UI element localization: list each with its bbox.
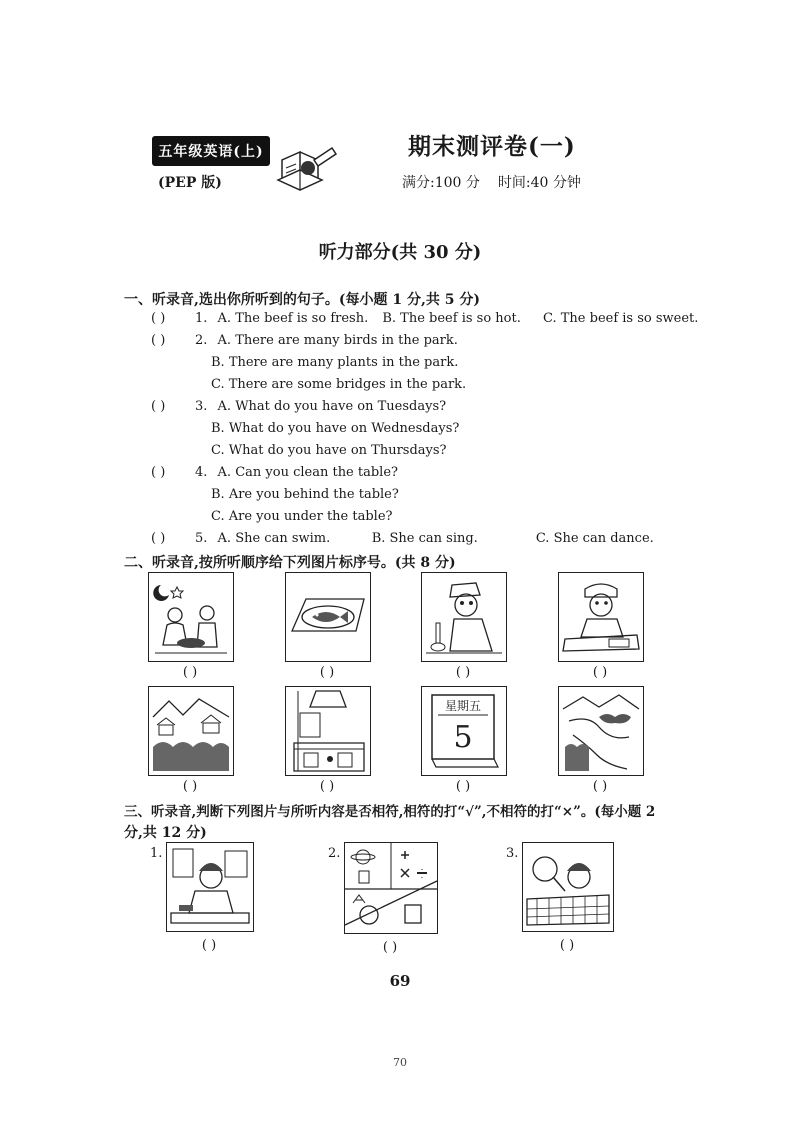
picture-girl-reading (166, 842, 254, 932)
book-icon (272, 140, 342, 192)
exam-meta (402, 172, 581, 192)
q4-option-a: A. Can you clean the table? (217, 465, 399, 480)
scan-page-number: 70 (393, 1056, 407, 1069)
page-number: 69 (389, 972, 411, 990)
picture-boy-science (421, 572, 507, 662)
q5-option-b: B. She can sing. (371, 531, 478, 546)
question-2: ( ) 2. A. There are many birds in the park. (151, 333, 458, 348)
part3-heading-line1: 三、听录音,判断下列图片与所听内容是否相符,相符的打“√”,不相符的打“×”。(每小题 2 (124, 804, 656, 820)
picture-river-nature (558, 686, 644, 776)
answer-blank: ( ) (319, 779, 335, 794)
picture-girl-badminton (522, 842, 614, 932)
page-title: 期末测评卷(一) (408, 133, 576, 160)
picture-school-subjects (344, 842, 438, 934)
q5-option-c: C. She can dance. (535, 531, 654, 546)
part3-label-2: 2. (328, 846, 341, 861)
answer-blank: ( ) (182, 779, 198, 794)
question-3: ( ) 3. A. What do you have on Tuesdays? (151, 399, 447, 414)
q3-option-b: B. What do you have on Wednesdays? (211, 421, 460, 436)
q3-option-c: C. What do you have on Thursdays? (211, 443, 447, 458)
q4-option-c: C. Are you under the table? (211, 509, 393, 524)
part1-heading: 一、听录音,选出你所听到的句子。(每小题 1 分,共 5 分) (124, 292, 480, 308)
edition-label: (PEP 版) (158, 175, 222, 191)
answer-blank: ( ) (592, 665, 608, 680)
question-1: ( ) 1. A. The beef is so fresh. B. The beef is so hot. C. The beef is so sweet. (151, 311, 699, 326)
question-5: ( ) 5. A. She can swim. B. She can sing. C. She can dance. (151, 531, 654, 546)
q5-option-a: A. She can swim. (217, 531, 331, 546)
picture-boy-desk (558, 572, 644, 662)
answer-blank: ( ) (559, 938, 575, 953)
calendar-weekday: 星期五 (444, 699, 482, 713)
full-score: 满分:100 分 (402, 175, 480, 191)
q1-option-c: C. The beef is so sweet. (543, 311, 699, 326)
answer-blank: ( ) (592, 779, 608, 794)
part3-label-1: 1. (150, 846, 163, 861)
picture-family-dinner (148, 572, 234, 662)
question-4: ( ) 4. A. Can you clean the table? (151, 465, 399, 480)
answer-blank: ( ) (382, 940, 398, 955)
answer-blank: ( ) (201, 938, 217, 953)
answer-blank: ( ) (182, 665, 198, 680)
answer-blank: ( ) (455, 779, 471, 794)
picture-fish-plate (285, 572, 371, 662)
q1-option-a: A. The beef is so fresh. (217, 311, 369, 326)
section-title: 听力部分(共 30 分) (318, 242, 482, 263)
answer-blank: ( ) (319, 665, 335, 680)
picture-kitchen (285, 686, 371, 776)
picture-village-landscape (148, 686, 234, 776)
grade-badge: 五年级英语(上) (152, 136, 270, 166)
q3-option-a: A. What do you have on Tuesdays? (217, 399, 447, 414)
q4-option-b: B. Are you behind the table? (211, 487, 399, 502)
q2-option-c: C. There are some bridges in the park. (211, 377, 467, 392)
q2-option-b: B. There are many plants in the park. (211, 355, 459, 370)
answer-blank: ( ) (455, 665, 471, 680)
calendar-day: 5 (453, 720, 473, 755)
part3-label-3: 3. (506, 846, 519, 861)
part3-heading-line2: 分,共 12 分) (124, 825, 207, 841)
q2-option-a: A. There are many birds in the park. (217, 333, 458, 348)
time-limit: 时间:40 分钟 (497, 175, 581, 191)
q1-option-b: B. The beef is so hot. (382, 311, 521, 326)
picture-calendar (421, 686, 507, 776)
part2-heading: 二、听录音,按所听顺序给下列图片标序号。(共 8 分) (124, 555, 456, 571)
